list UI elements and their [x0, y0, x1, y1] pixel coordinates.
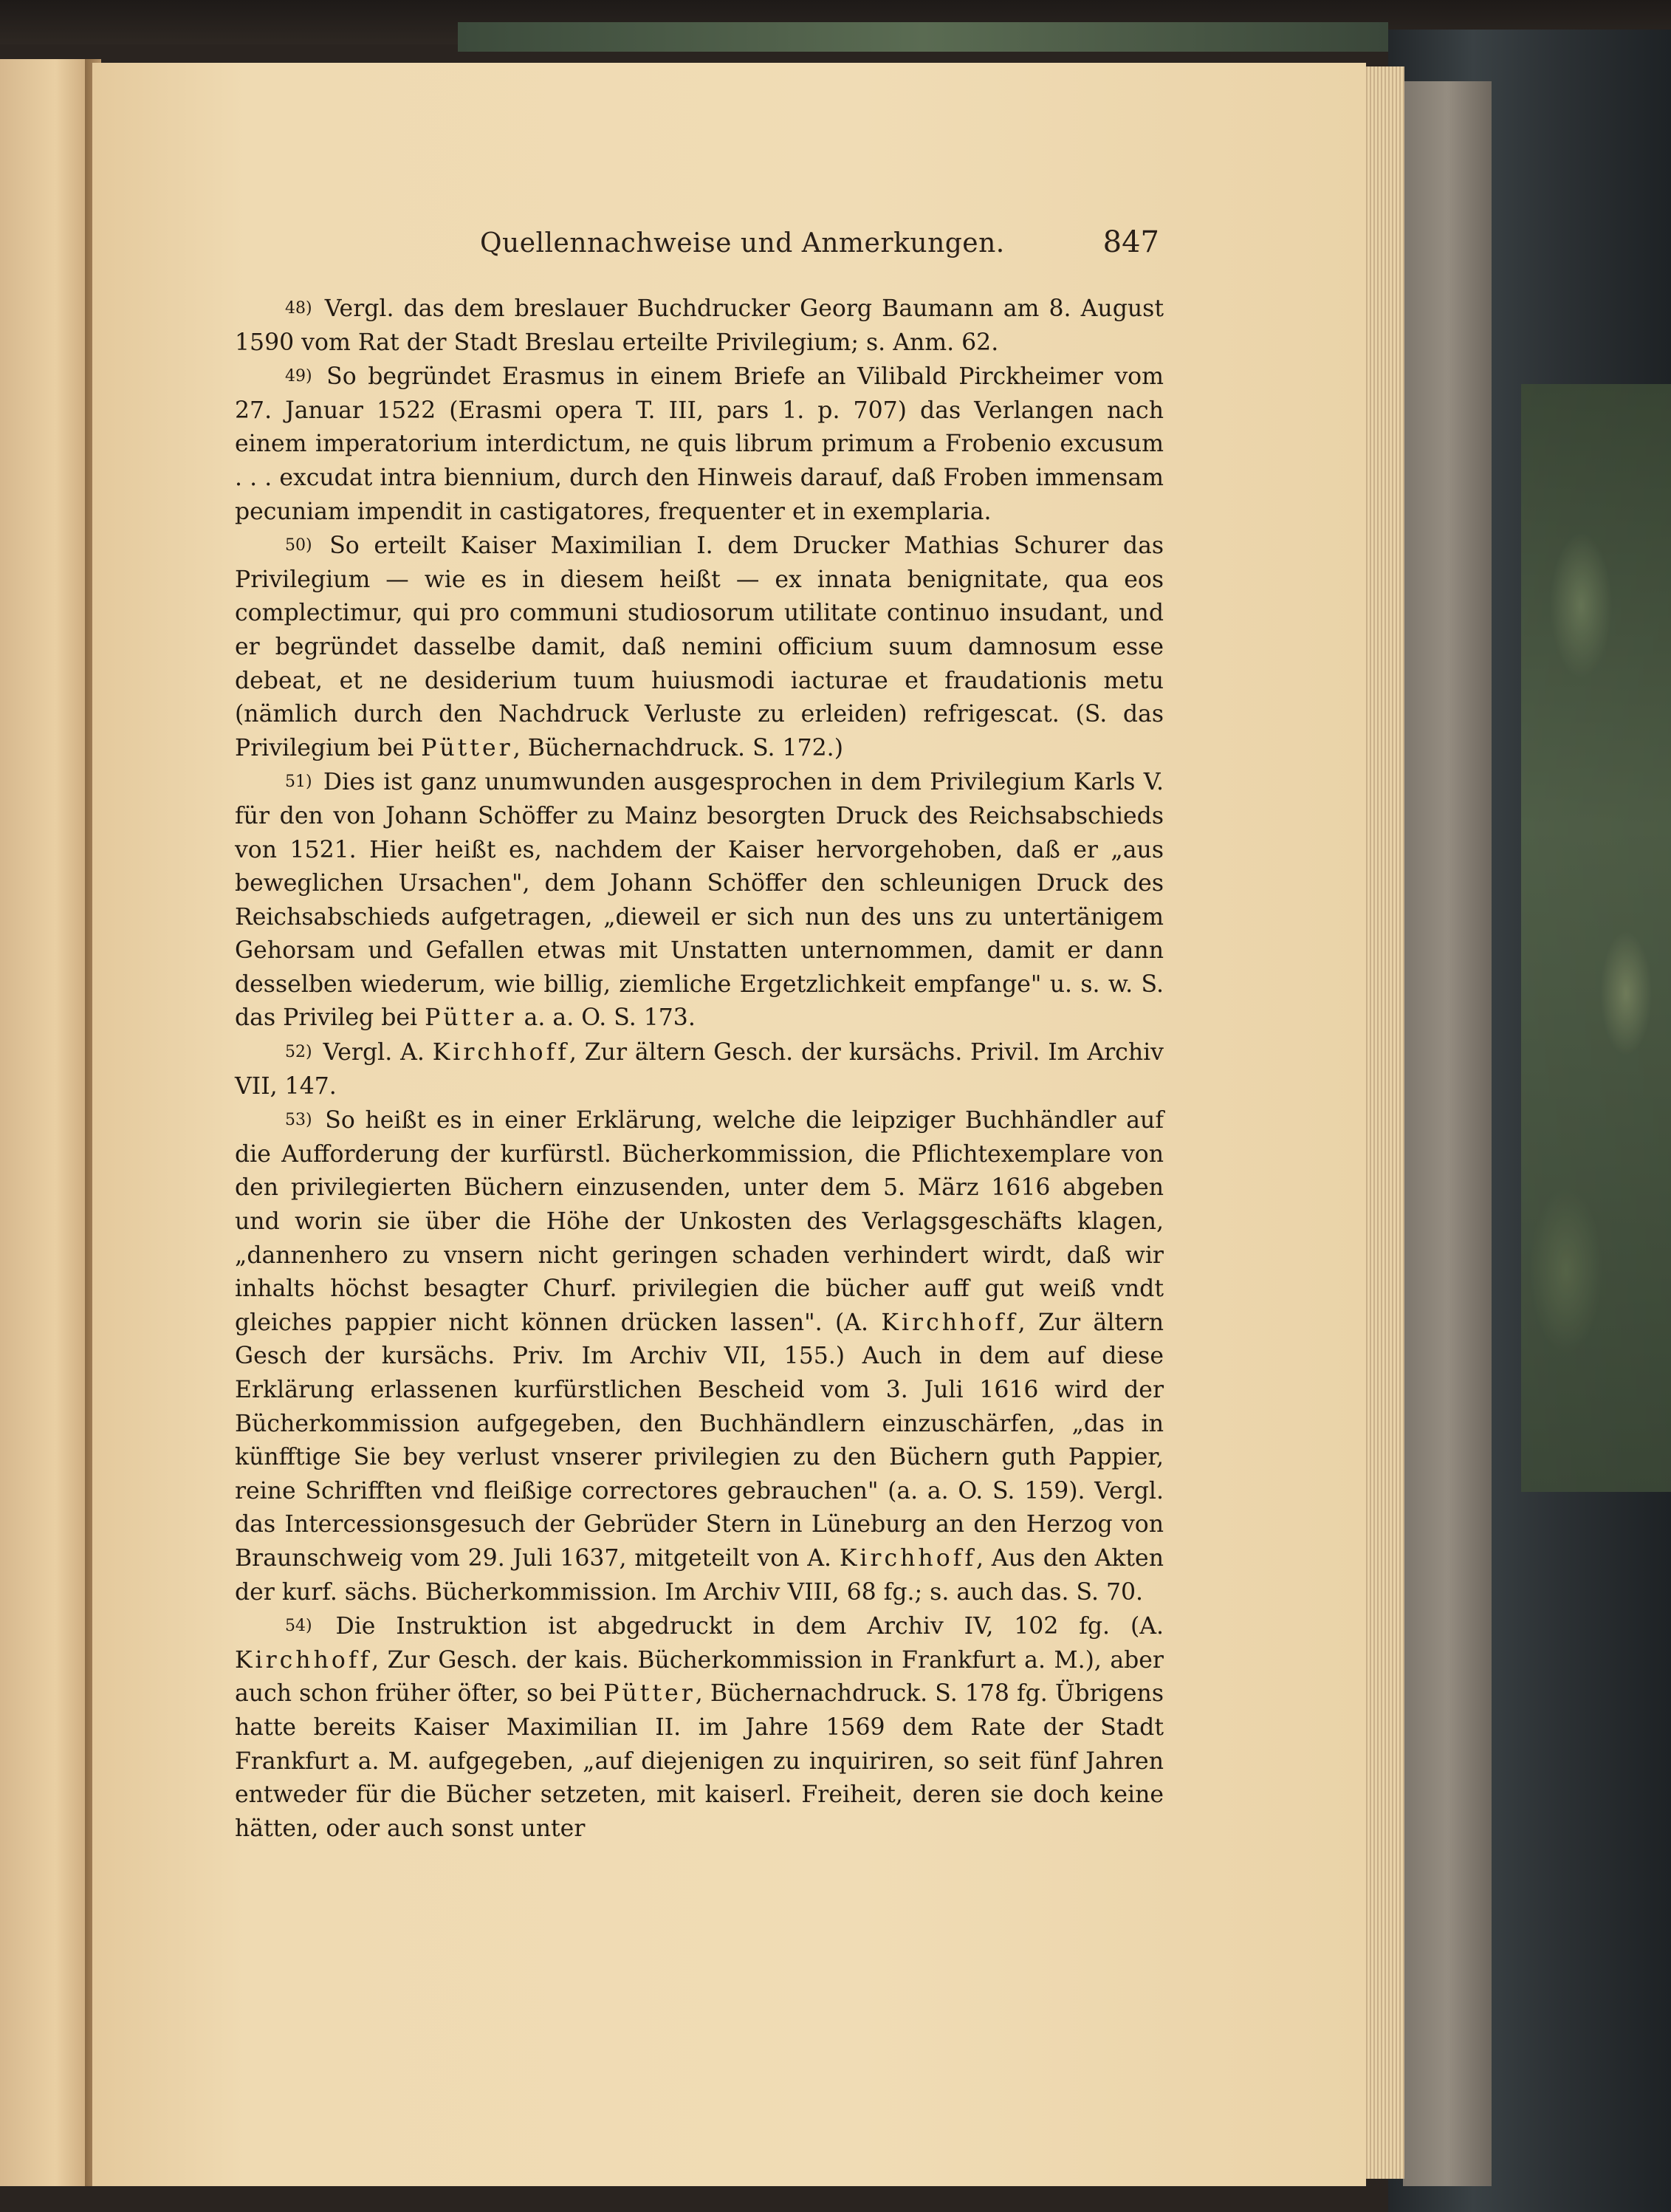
author-name: Kirchhoff	[235, 1646, 372, 1674]
grey-flyleaf	[1403, 81, 1492, 2186]
footnote-text: , Büchernachdruck. S. 178 fg. Übrigens hatte bereits Kaiser Maximilian II. im Jahre 1569 dem Rate der Stadt Frankfurt a. M. aufgegeben, „auf diejenigen zu inquiriren, so seit fünf Jahren entweder für die Bücher setzeten, mit kaiserl. Freiheit, deren sie doch keine hätten, oder auch sonst unter	[235, 1680, 1164, 1842]
footnote-text: So heißt es in einer Erklärung, welche die leipziger Buchhändler auf die Aufforderung der kurfürstl. Bücherkommission, die Pflichtexemplare von den privilegierten Büchern einzusenden, unter dem 5. März 1616 abgeben und worin sie über die Höhe der Unkosten des Verlagsgeschäfts klagen, „dannenhero zu vnsern nicht geringen schaden verhindert wirdt, daß wir inhalts höchst besagter Churf. privilegien die bücher auff gut weiß vndt gleiches pappier nicht können drücken lassen". (A.	[235, 1107, 1164, 1336]
footnote-text: , Zur Gesch. der kais. Bücherkommission in Frankfurt a. M.), aber auch schon früher öfter, so bei	[235, 1646, 1164, 1708]
footnote-text: , Zur ältern Gesch. der kursächs. Privil. Im Archiv VII, 147.	[235, 1039, 1164, 1100]
footnote-52	[235, 1035, 1164, 1103]
running-head: Quellennachweise und Anmerkungen.	[480, 228, 1005, 258]
author-name: Kirchhoff	[839, 1544, 976, 1572]
marbled-endpaper	[1521, 384, 1671, 1492]
footnote-text: , Aus den Akten der kurf. sächs. Bücherkommission. Im Archiv VIII, 68 fg.; s. auch das. S. 70.	[235, 1544, 1164, 1606]
footnote-49	[235, 360, 1164, 529]
footnote-text: Vergl. A.	[323, 1039, 425, 1066]
footnote-text: a. a. O. S. 173.	[516, 1004, 696, 1032]
footnote-number: 53)	[285, 1111, 312, 1130]
footnote-48	[235, 292, 1164, 360]
author-name: Kirchhoff	[881, 1309, 1018, 1336]
author-name: Pütter	[421, 734, 513, 761]
page-header	[480, 225, 1159, 270]
footnote-text: , Zur ältern Gesch der kursächs. Priv. Im Archiv VII, 155.) Auch in dem auf diese Erklärung erlassenen kurfürstlichen Bescheid vom 3. Juli 1616 wird der Bücherkommission aufgegeben, den Buchhändlern einzuschärfen, „das in künfftige Sie bey verlust vnserer privilegien zu den Büchern guth Pappier, reine Schrifften vnd fleißige correctores gebrauchen" (a. a. O. S. 159). Vergl. das Intercessionsgesuch der Gebrüder Stern in Lüneburg an den Herzog von Braunschweig vom 29. Juli 1637, mitgeteilt von A.	[235, 1309, 1164, 1572]
author-name: Kirchhoff	[432, 1039, 569, 1066]
footnote-53	[235, 1103, 1164, 1609]
footnote-text: Dies ist ganz unumwunden ausgesprochen in dem Privilegium Karls V. für den von Johann Schöffer zu Mainz besorgten Druck des Reichsabschieds von 1521. Hier heißt es, nachdem der Kaiser hervorgehoben, daß er „aus beweglichen Ursachen", dem Johann Schöffer den schleunigen Druck des Reichsabschieds aufgetragen, „dieweil er sich nun des uns zu untertänigem Gehorsam und Gefallen etwas mit Unstatten unternommen, damit er dann desselben wiederum, wie billig, ziemliche Ergetzlichkeit empfange" u. s. w. S. das Privileg bei	[235, 769, 1164, 1032]
footnote-text: So erteilt Kaiser Maximilian I. dem Drucker Mathias Schurer das Privilegium — wie es in diesem heißt — ex innata benignitate, qua eos complectimur, qui pro communi studiosorum utilitate continuo insudant, und er begründet dasselbe damit, daß nemini officium suum damnosum esse debeat, et ne desiderium tuum huiusmodi iacturae et fraudationis metu (nämlich durch den Nachdruck Verluste zu erleiden) refrigescat. (S. das Privilegium bei	[235, 533, 1164, 761]
page-number: 847	[1102, 225, 1159, 259]
book-cover-top-edge	[458, 22, 1388, 52]
footnote-number: 48)	[285, 299, 312, 318]
footnote-number: 51)	[285, 773, 312, 792]
footnote-number: 54)	[285, 1617, 312, 1636]
footnotes-block	[235, 292, 1164, 1846]
footnote-54	[235, 1609, 1164, 1846]
footnote-51	[235, 765, 1164, 1035]
footnote-number: 49)	[285, 367, 312, 386]
footnote-text: Die Instruktion ist abgedruckt in dem Archiv IV, 102 fg. (A.	[335, 1613, 1164, 1640]
author-name: Pütter	[603, 1680, 696, 1708]
footnote-number: 50)	[285, 536, 312, 555]
left-page-edge	[0, 59, 92, 2186]
footnote-50	[235, 529, 1164, 765]
footnote-text: So begründet Erasmus in einem Briefe an Vilibald Pirckheimer vom 27. Januar 1522 (Erasmi opera T. III, pars 1. p. 707) das Verlangen nach einem imperatorium interdictum, ne quis librum primum a Frobenio excusum . . . excudat intra biennium, durch den Hinweis darauf, daß Froben immensam pecuniam impendit in castigatores, frequenter et in exemplaria.	[235, 363, 1164, 525]
footnote-text: , Büchernachdruck. S. 172.)	[512, 734, 843, 761]
author-name: Pütter	[425, 1004, 517, 1032]
footnote-text: Vergl. das dem breslauer Buchdrucker Georg Baumann am 8. August 1590 vom Rat der Stadt Breslau erteilte Privilegium; s. Anm. 62.	[235, 295, 1164, 356]
footnote-number: 52)	[285, 1043, 312, 1062]
